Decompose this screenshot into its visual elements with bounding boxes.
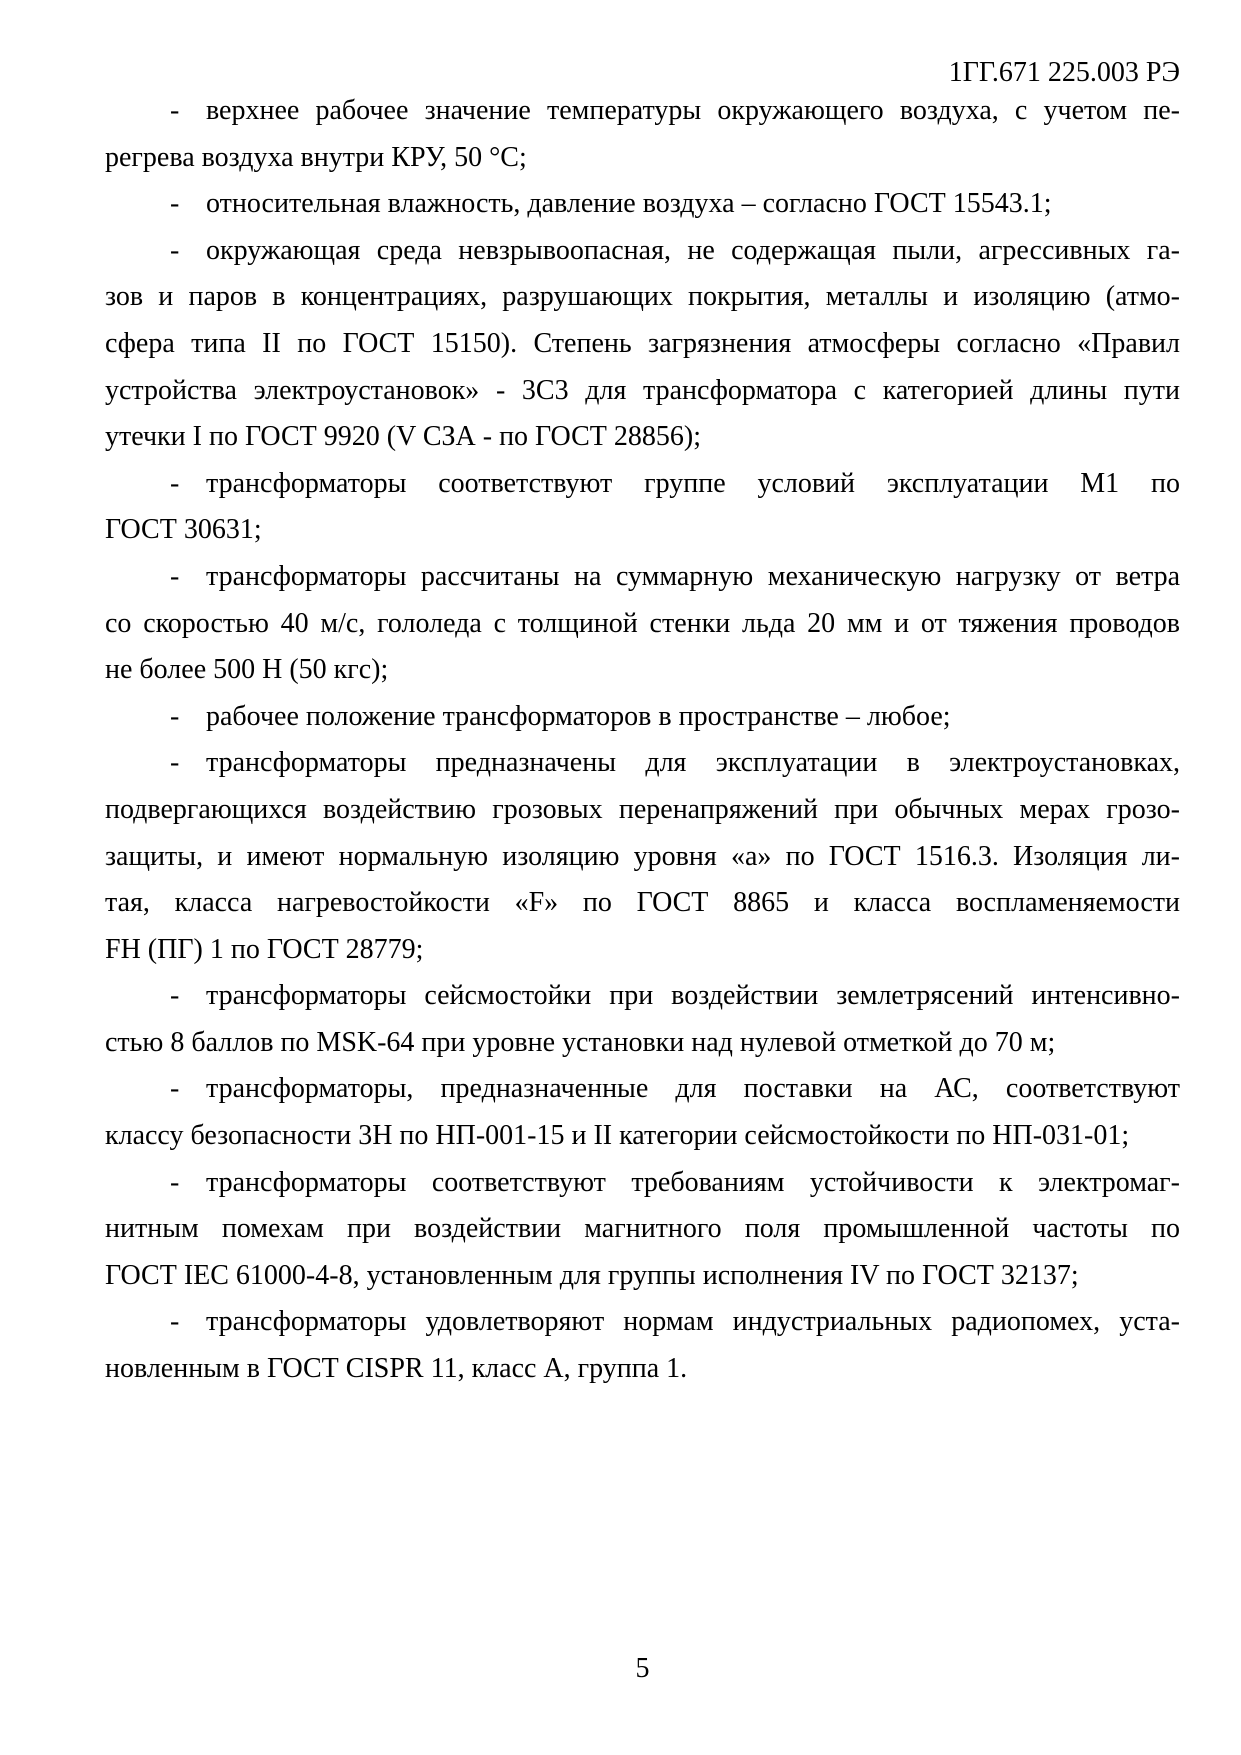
line-text: подвергающихся воздействию грозовых перенапряжений при обычных мерах грозо- [105,793,1180,825]
line-text: устройства электроустановок» - 3С3 для трансформатора с категорией длины пути [105,374,1180,406]
line-text: классу безопасности 3Н по НП-001-15 и II категории сейсмостойкости по НП-031-01; [105,1120,1130,1152]
line-text: трансформаторы соответствуют требованиям устойчивости к электромаг- [206,1166,1180,1198]
text-line [105,1299,1180,1346]
line-text: трансформаторы, предназначенные для поставки на АС, соответствуют [206,1073,1180,1105]
dash-list-marker: - [170,1073,180,1105]
page-number: 5 [635,1653,650,1684]
line-text: верхнее рабочее значение температуры окружающего воздуха, с учетом пе- [206,95,1180,126]
text-line [105,274,1180,321]
dash-list-marker: - [170,980,180,1012]
text-line [105,1020,1180,1067]
line-text: тая, класса нагревостойкости «F» по ГОСТ 8865 и класса воспламеняемости [105,887,1180,919]
text-line [105,135,1180,182]
text-line [105,880,1180,927]
text-line [105,461,1180,508]
text-line [105,1066,1180,1113]
text-line [105,973,1180,1020]
text-line [105,694,1180,741]
dash-list-marker: - [170,188,180,220]
line-text: трансформаторы рассчитаны на суммарную механическую нагрузку от ветра [206,560,1180,592]
line-text: ГОСТ 30631; [105,514,262,546]
text-line [105,601,1180,648]
text-line [105,834,1180,881]
text-line [105,88,1180,135]
line-text: трансформаторы предназначены для эксплуатации в электроустановках, [206,747,1180,779]
line-text: трансформаторы соответствуют группе условий эксплуатации М1 по [206,467,1180,499]
text-line [105,321,1180,368]
line-text: со скоростью 40 м/с, гололеда с толщиной стенки льда 20 мм и от тяжения проводов [105,607,1180,639]
line-text: относительная влажность, давление воздуха – согласно ГОСТ 15543.1; [206,188,1052,220]
dash-list-marker: - [170,700,180,732]
text-line [105,787,1180,834]
line-text: ГОСТ IEC 61000-4-8, установленным для группы исполнения IV по ГОСТ 32137; [105,1259,1079,1291]
line-text: регрева воздуха внутри КРУ, 50 °С; [105,141,527,173]
dash-list-marker: - [170,1306,180,1338]
text-line [105,1346,1180,1393]
text-line [105,1160,1180,1207]
dash-list-marker: - [170,560,180,592]
line-text: трансформаторы удовлетворяют нормам индустриальных радиопомех, уста- [206,1306,1180,1338]
document-code-header: 1ГГ.671 225.003 РЭ [948,57,1180,88]
line-text: рабочее положение трансформаторов в пространстве – любое; [206,700,951,732]
dash-list-marker: - [170,747,180,779]
dash-list-marker: - [170,467,180,499]
text-line [105,1206,1180,1253]
text-line [105,414,1180,461]
line-text: защиты, и имеют нормальную изоляцию уровня «а» по ГОСТ 1516.3. Изоляция ли- [105,840,1180,872]
line-text: новленным в ГОСТ CISPR 11, класс А, группа 1. [105,1353,688,1385]
line-text: зов и паров в концентрациях, разрушающих покрытия, металлы и изоляцию (атмо- [105,281,1180,313]
text-lines [105,88,1180,1393]
dash-list-marker: - [170,95,180,126]
text-line [105,927,1180,974]
line-text: утечки I по ГОСТ 9920 (V СЗА - по ГОСТ 28856); [105,421,701,453]
line-text: окружающая среда невзрывоопасная, не содержащая пыли, агрессивных га- [206,234,1180,266]
text-line [105,1113,1180,1160]
line-text: нитным помехам при воздействии магнитного поля промышленной частоты по [105,1213,1180,1245]
dash-list-marker: - [170,1166,180,1198]
text-line [105,228,1180,275]
text-line [105,181,1180,228]
line-text: стью 8 баллов по MSK-64 при уровне установки над нулевой отметкой до 70 м; [105,1026,1056,1058]
line-text: не более 500 Н (50 кгс); [105,654,389,686]
line-text: FH (ПГ) 1 по ГОСТ 28779; [105,933,424,965]
text-line [105,554,1180,601]
text-line [105,368,1180,415]
text-line [105,1253,1180,1300]
line-text: сфера типа II по ГОСТ 15150). Степень загрязнения атмосферы согласно «Правил [105,327,1180,359]
text-line [105,740,1180,787]
line-text: трансформаторы сейсмостойки при воздействии землетрясений интенсивно- [206,980,1180,1012]
dash-list-marker: - [170,234,180,266]
text-line [105,507,1180,554]
text-line [105,647,1180,694]
